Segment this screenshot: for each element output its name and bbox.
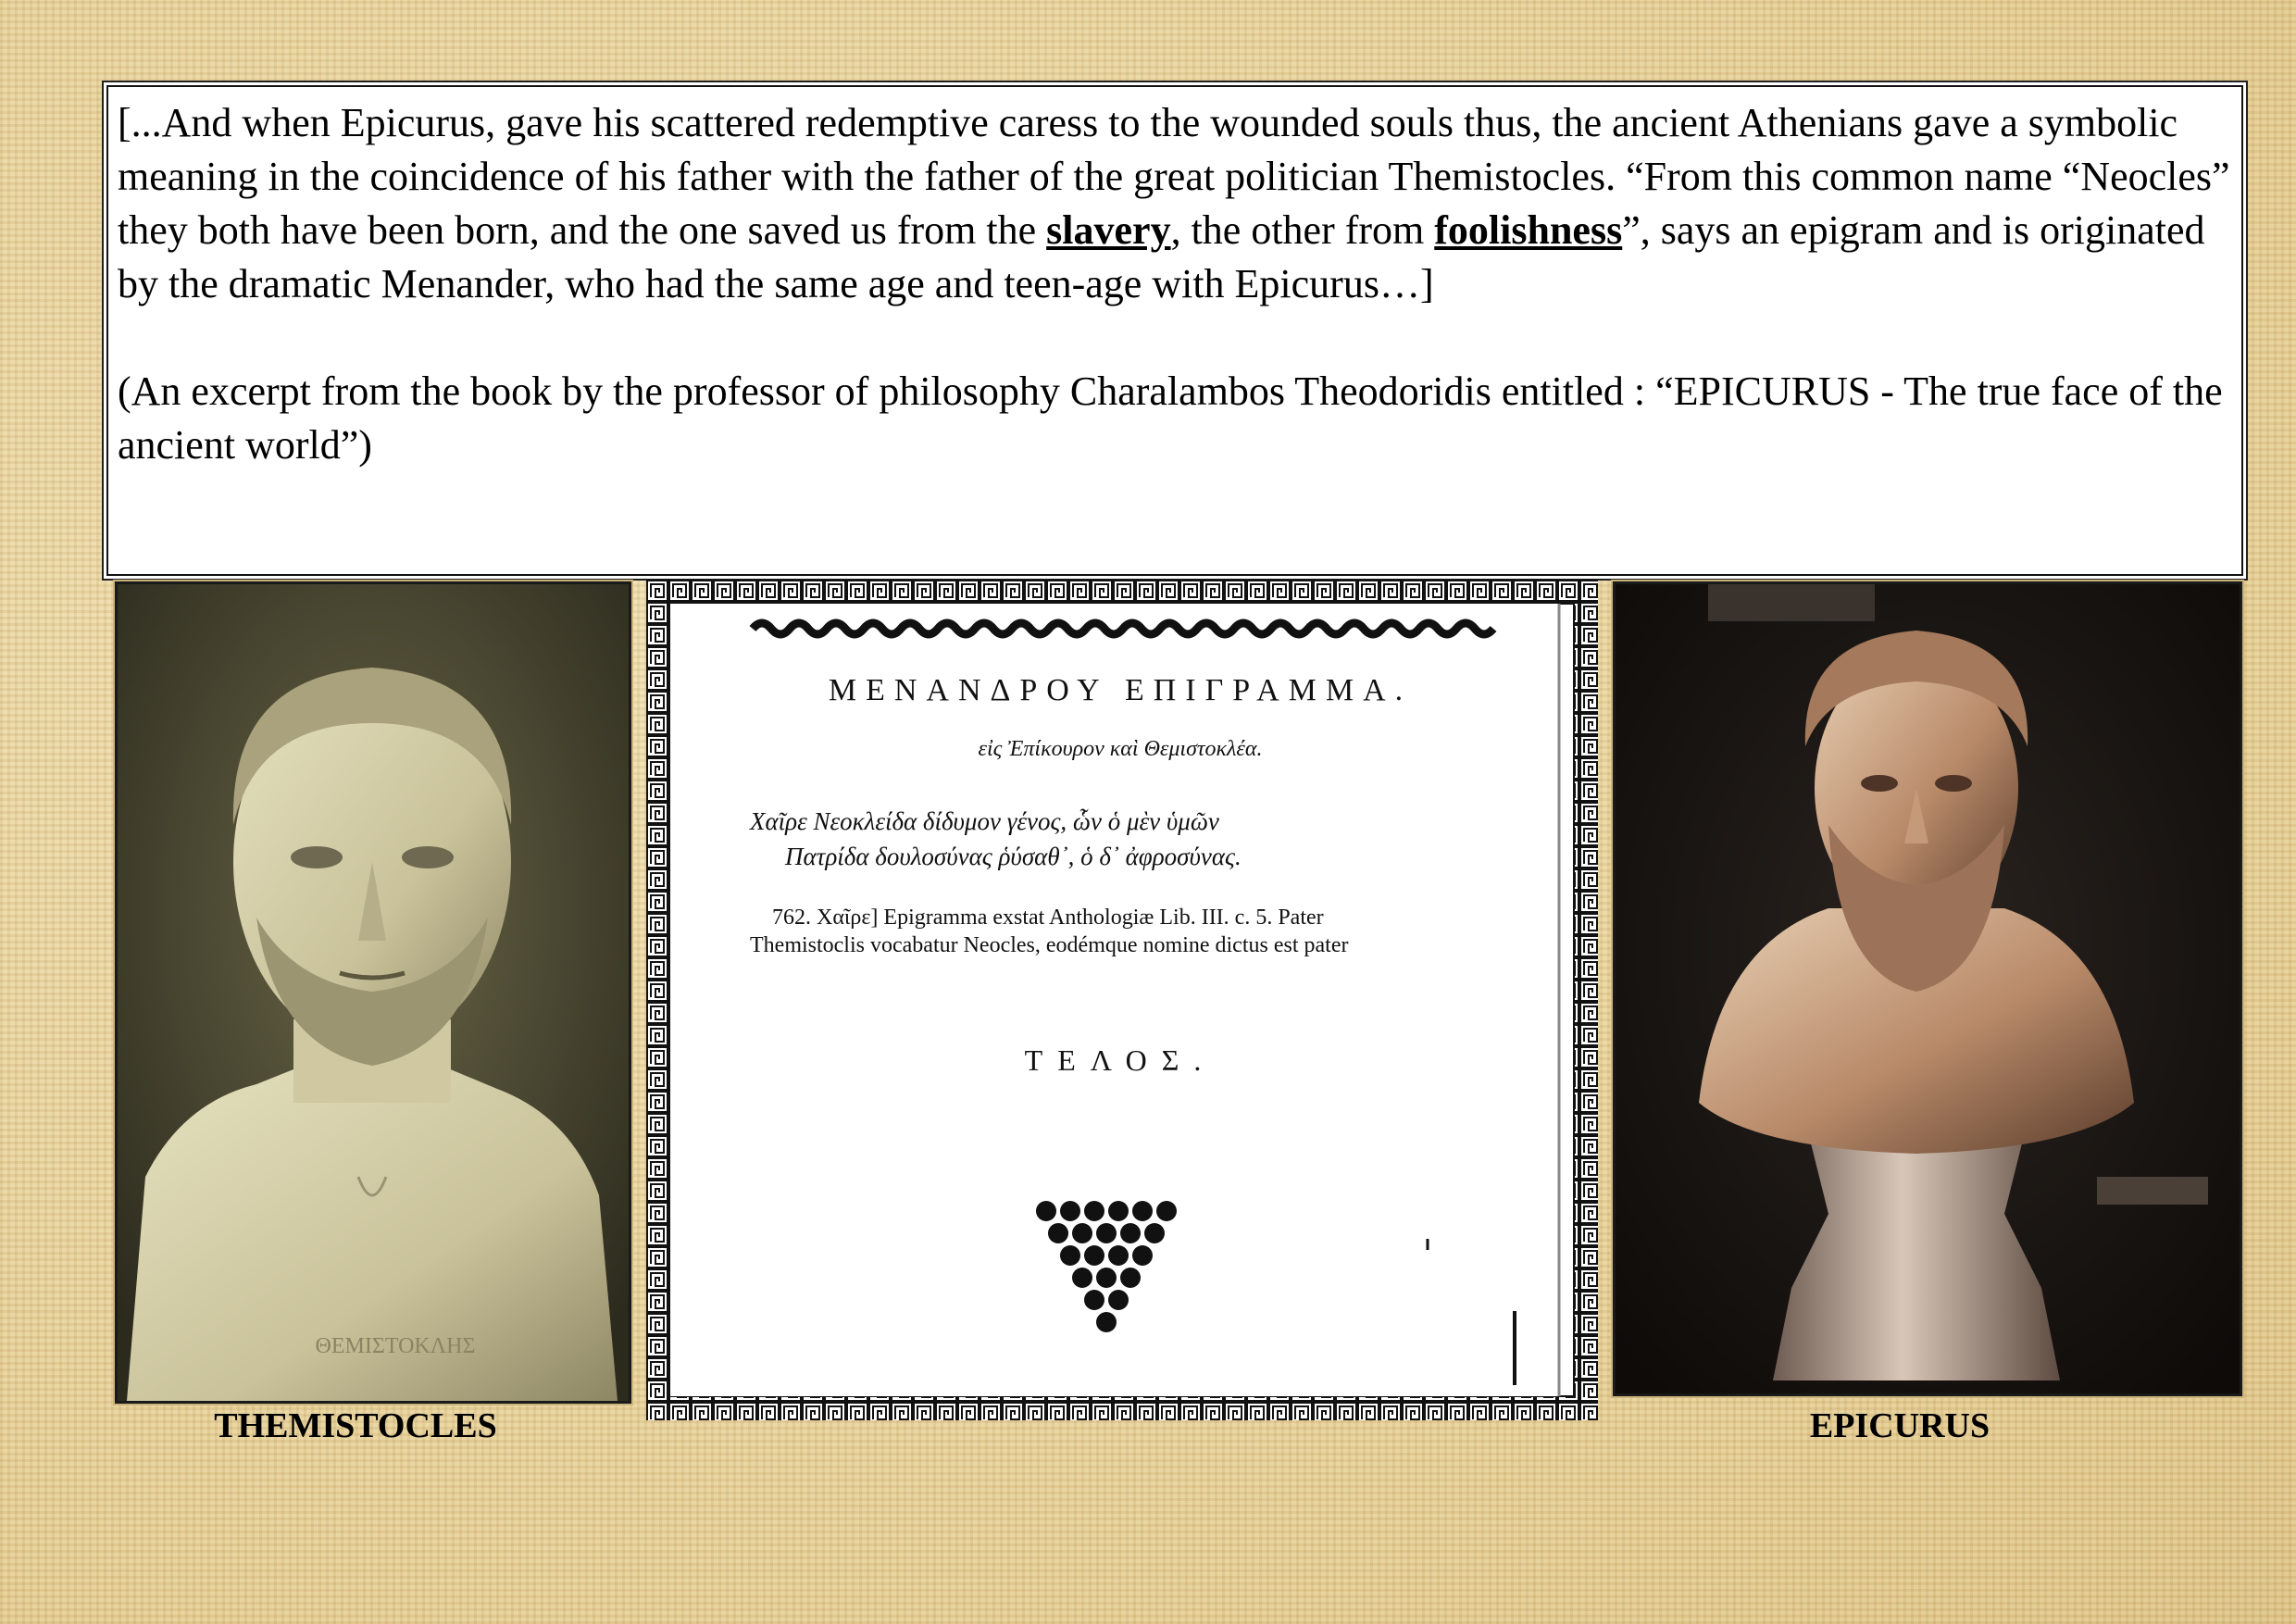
menander-epigram-page	[646, 580, 1598, 1420]
emphasis-slavery: slavery	[1046, 207, 1171, 253]
excerpt-paragraph-2: (An excerpt from the book by the professor of philosophy Charalambos Theodoridis entitled : “EPICURUS - The true face of the ancient world”)	[118, 369, 2223, 468]
themistocles-bust-image	[115, 581, 631, 1404]
epicurus-bust-image	[1613, 581, 2242, 1396]
excerpt-text-box	[106, 85, 2243, 576]
telos-text: ΤΕΛΟΣ.	[1024, 1043, 1217, 1077]
caption-epicurus: EPICURUS	[1809, 1406, 1990, 1445]
excerpt-text: “From this common name “Neocles” they both have been born, and the one saved us from the	[118, 154, 2230, 253]
ornamental-band	[753, 618, 1493, 639]
bust-inscription: ΘΕΜΙΣΤΟΚΛΗΣ	[315, 1334, 476, 1358]
excerpt-paragraph-1	[118, 96, 2232, 311]
excerpt-text: [...And when Epicurus, gave his scattered redemptive caress to the wounded souls thus, the ancient Athenians gave a symbolic meaning in the coincidence of his father with the father of the great politician Themistocles.	[118, 100, 2178, 199]
footnote-line-2: Themistoclis vocabatur Neocles, eodémque nomine dictus est pater	[750, 933, 1349, 957]
excerpt-text: ”, says an epigram and is originated by the dramatic Menander, who had the same age and teen-age with Epicurus…]	[118, 207, 2205, 306]
epigram-verse-1: Χαῖρε Νεοκλείδα δίδυμον γένος, ὧν ὁ μὲν ὑμῶν	[750, 807, 1219, 835]
excerpt-text: , the other from	[1170, 207, 1435, 253]
footnote-line-1: 762. Χαῖρε] Epigramma exstat Anthologiæ Lib. III. c. 5. Pater	[772, 906, 1324, 930]
emphasis-foolishness: foolishness	[1434, 207, 1623, 253]
epigram-verse-2: Πατρίδα δουλοσύνας ῥύσαθ᾽, ὁ δ᾽ ἀφροσύνας.	[785, 843, 1242, 870]
epigram-title: ΜΕΝΑΝΔΡΟΥ ΕΠΙΓΡΑΜΜΑ.	[828, 673, 1413, 707]
epigram-subtitle: εἰς Ἐπίκουρον καὶ Θεμιστοκλέα.	[978, 737, 1263, 761]
caption-themistocles: THEMISTOCLES	[214, 1406, 497, 1445]
